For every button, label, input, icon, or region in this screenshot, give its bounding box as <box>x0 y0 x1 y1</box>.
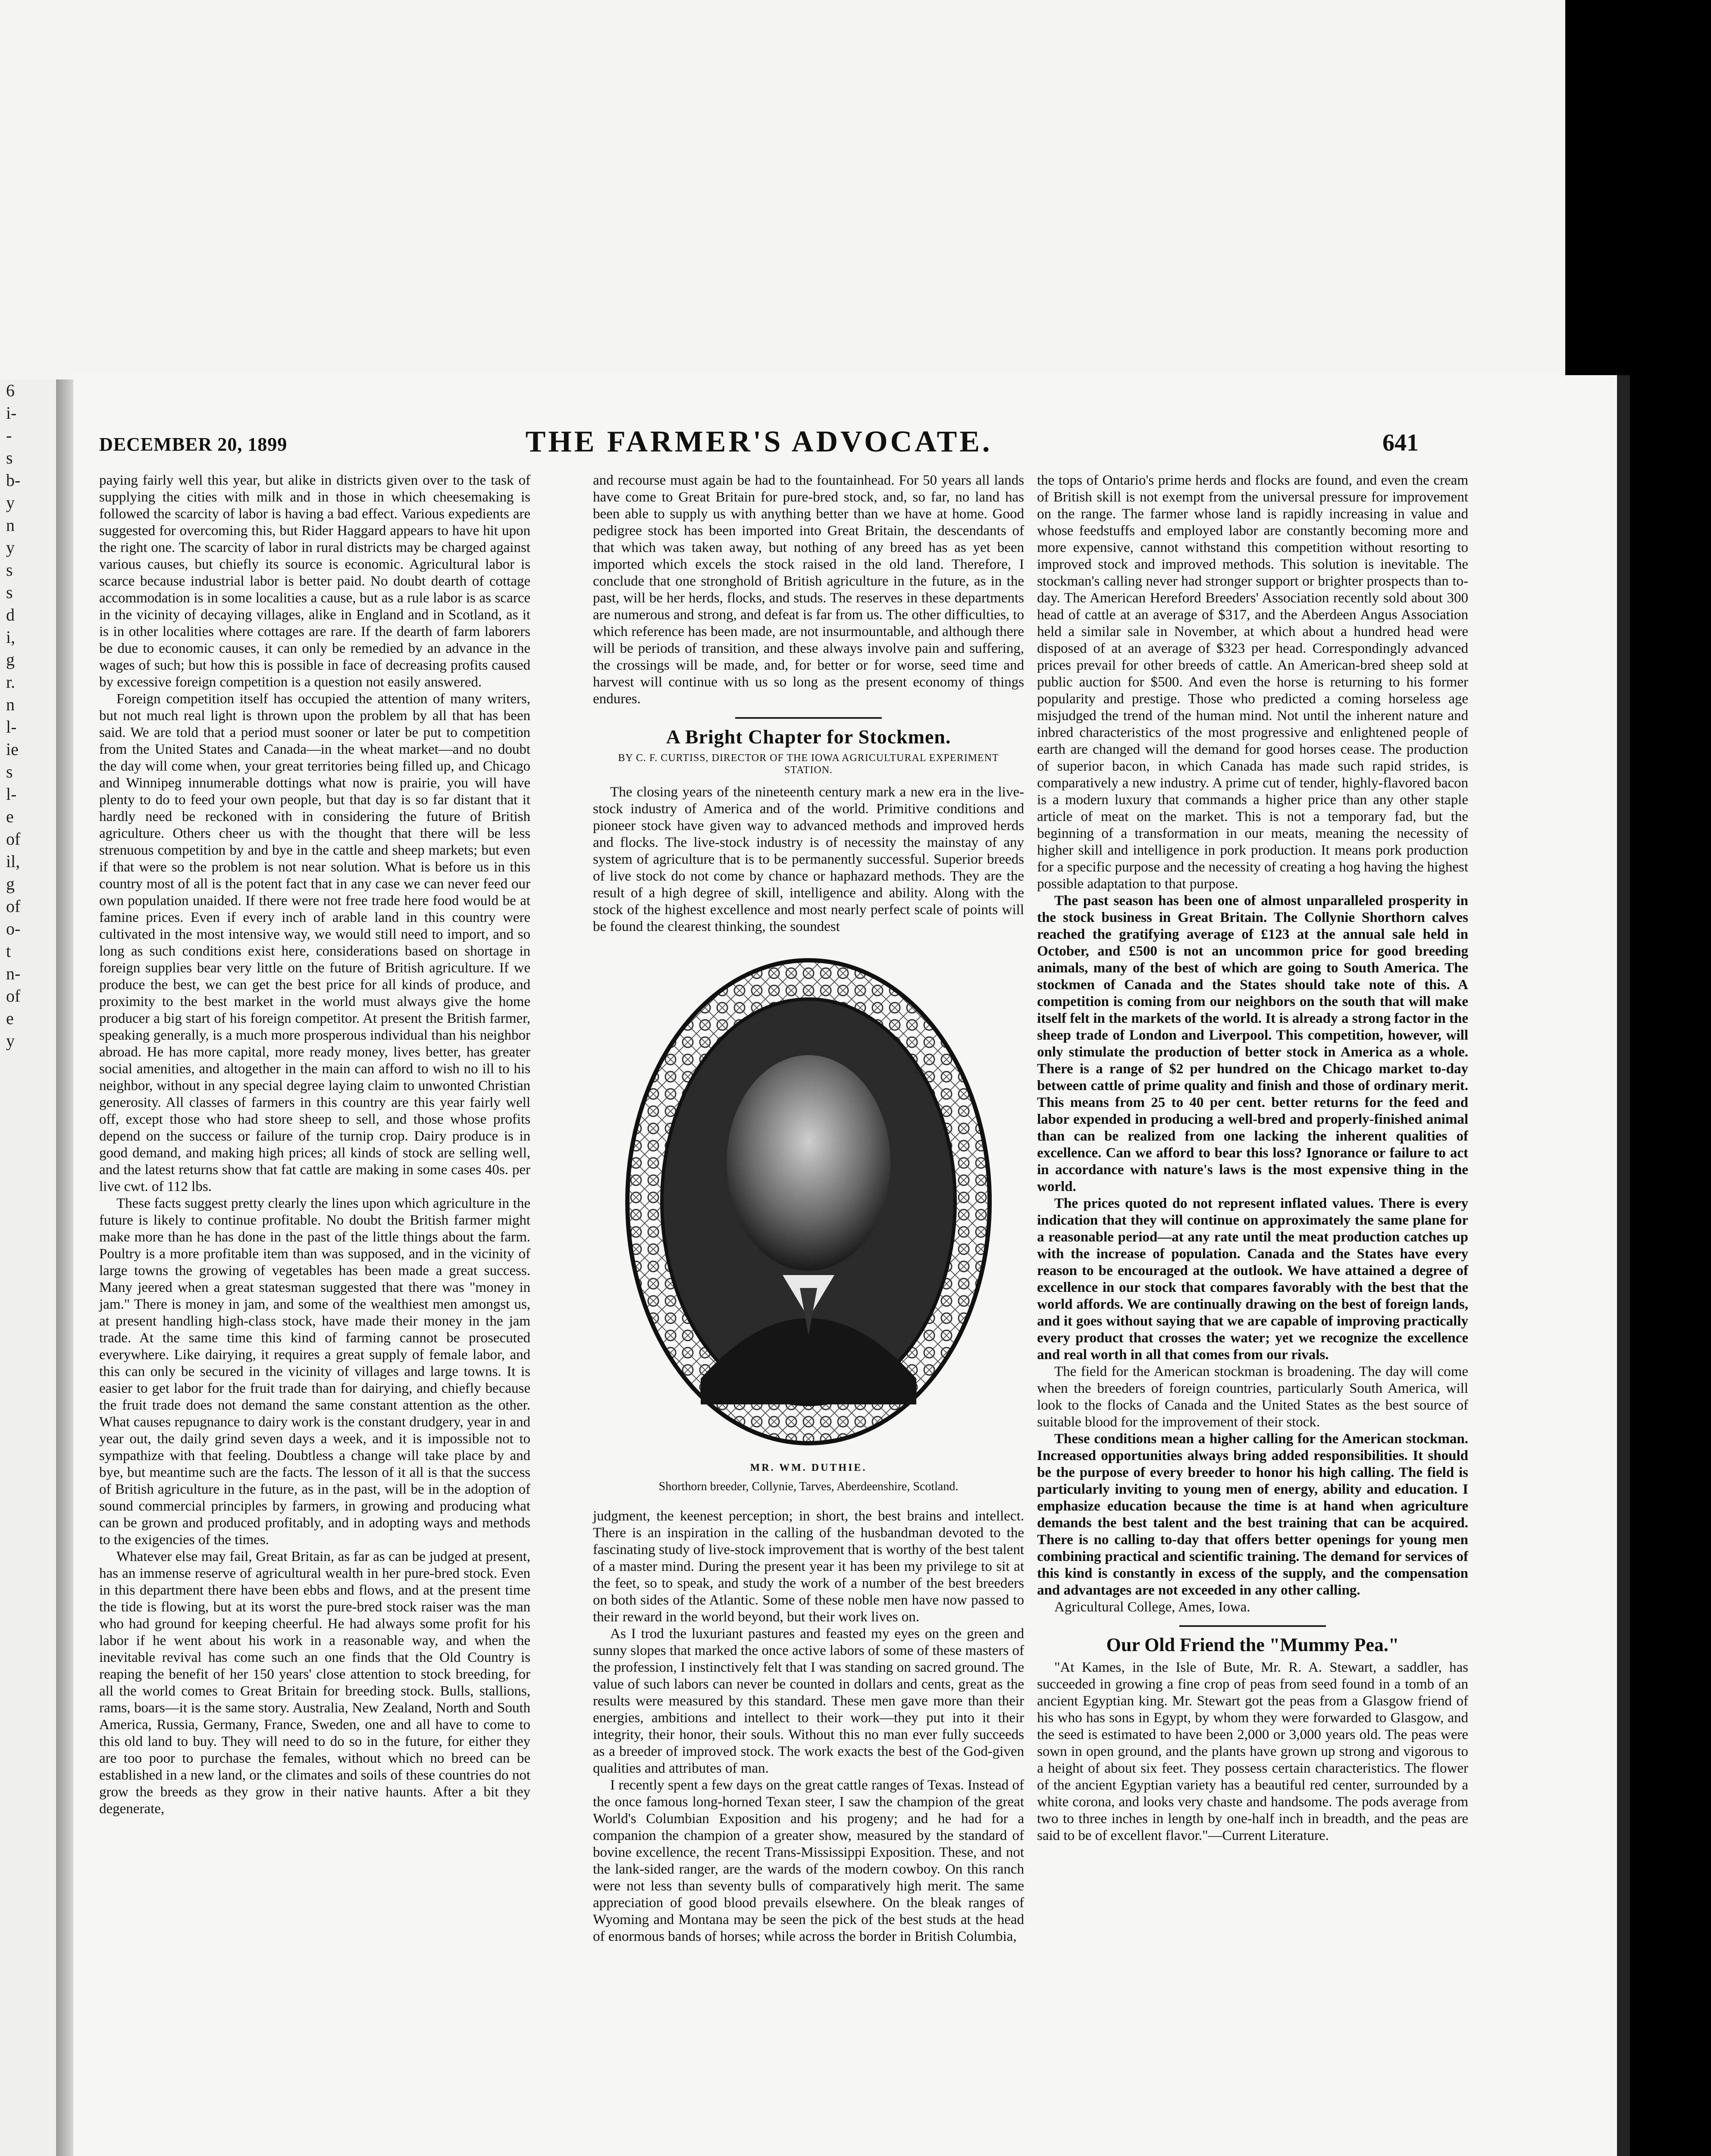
paragraph: The past season has been one of almost unparalleled prosperity in the stock business in Great Britain. The Collynie Shorthorn calves reached the gratifying average of £123 at the annual sale held in October, and £500 is not an uncommon price for good breeding animals, many of the best of which are going to South America. The stockmen of Canada and the States should take note of this. A competition is coming from our neighbors on the south that will make itself felt in the markets of the world. It is already a strong factor in the sheep trade of London and Liverpool. This competition, however, will only stimulate the production of better stock in America as a whole. There is a range of $2 per hundred on the Chicago market to-day between cattle of prime quality and finish and those of ordinary merit. This means from 25 to 40 per cent. better returns for the feed and labor expended in producing a well-bred and properly-finished animal than can be realized from one lacking the inherent qualities of excellence. Can we afford to bear this loss? Ignorance or failure to act in accordance with nature's laws is the most expensive thing in the world. <box>1037 893 1468 1194</box>
paragraph: judgment, the keenest perception; in short, the best brains and intellect. There is an inspiration in the calling of the husbandman devoted to the fascinating study of live-stock improvement that is worthy of the best talent of a master mind. During the present year it has been my privilege to sit at the feet, so to speak, and study the work of a number of the best breeders on both sides of the Atlantic. Some of these noble men have now passed to their reward in the world beyond, but their work lives on. <box>593 1508 1024 1625</box>
left-page-fragment: il, <box>6 852 20 871</box>
left-page-fragment: l- <box>6 784 17 804</box>
paragraph: I recently spent a few days on the great cattle ranges of Texas. Instead of the once famous long-horned Texan steer, I saw the champion of the great World's Columbian Exposition and his progeny; and he had for a companion the champion of a greater show, measured by the standard of bovine excellence, the recent Trans-Mississippi Exposition. These, and not the lank-sided ranger, are the wards of the modern cowboy. On this ranch were not less than seventy bulls of comparatively high merit. The same appreciation of good blood prevails elsewhere. On the bleak ranges of Wyoming and Montana may be seen the pick of the best studs at the head of enormous bands of horses; while across the border in British Columbia, <box>593 1777 1024 1944</box>
left-page-fragment: n <box>6 515 15 535</box>
left-page-fragment: t <box>6 941 11 961</box>
column-1 <box>99 472 530 1818</box>
left-page-fragment: e <box>6 807 14 826</box>
left-page-fragment: g <box>6 874 15 893</box>
left-page-fragment: s <box>6 448 13 467</box>
portrait-illustration <box>593 947 1024 1456</box>
paragraph: paying fairly well this year, but alike in districts given over to the task of supplying the cities with milk and in those in which cheesemaking is followed the scarcity of labor is having a bad effect. Various expedients are suggested for overcoming this, but Rider Haggard appears to have hit upon the right one. The scarcity of labor in rural districts may be charged against various causes, but chiefly its source is economic. Agricultural labor is scarce because industrial labor is better paid. No doubt dearth of cottage accommodation is in some localities a cause, but as a rule labor is as scarce in the vicinity of decaying villages, alike in England and in Scotland, as it is in other localities where cottages are rare. If the dearth of farm laborers be due to economic causes, it can only be remedied by an advance in the wages of such; but how this is possible in face of decreasing profits caused by excessive foreign competition is a question not easily answered. <box>99 473 530 690</box>
left-page-fragment: o- <box>6 919 21 938</box>
column-3 <box>1037 472 1468 1844</box>
left-page-fragment: of <box>6 896 21 916</box>
left-page-fragment: i, <box>6 627 16 647</box>
left-page-fragment: i- <box>6 403 17 423</box>
left-page-fragment: n- <box>6 964 21 983</box>
left-page-fragment: g <box>6 650 15 669</box>
left-page-fragment: - <box>6 426 12 445</box>
article-signoff: Agricultural College, Ames, Iowa. <box>1054 1599 1250 1615</box>
left-page-fragment: y <box>6 493 15 512</box>
paragraph: The prices quoted do not represent inflated values. There is every indication that they will continue on approximately the same plane for a reasonable period—at any rate until the meat production catches up with the increase of population. Canada and the States have every reason to be encouraged at the outlook. We have attained a degree of excellence in our stock that compares favorably with the best that the world affords. We are continually drawing on the best of foreign lands, and it goes without saying that we are capable of improving practically every product that crosses the water; yet we recognize the excellence and real worth in all that comes from our rivals. <box>1037 1196 1468 1363</box>
left-page-fragment: 6 <box>6 381 15 400</box>
paragraph: These conditions mean a higher calling for the American stockman. Increased opportunities always bring added responsibilities. It should be the purpose of every breeder to honor his high calling. The field is particularly inviting to young men of energy, ability and education. I emphasize education because the time is at hand when agriculture demands the best talent and the best training that can be acquired. There is no calling to-day that offers better openings for young men combining practical and scientific training. The demand for services of this kind is constantly in excess of the supply, and the compensation and advantages are not exceeded in any other calling. <box>1037 1431 1468 1598</box>
left-page-fragment: y <box>6 1031 15 1050</box>
paragraph: These facts suggest pretty clearly the lines upon which agriculture in the future is likely to continue profitable. No doubt the British farmer might make more than he has done in the past of the little things about the farm. Poultry is a more profitable item than was supposed, and in the vicinity of large towns the growing of vegetables has been made a great success. Many jeered when a great statesman suggested that there was "money in jam." There is money in jam, and some of the wealthiest men amongst us, at present handling high-class stock, have made their money in the jam trade. At the same time this kind of farming cannot be prosecuted everywhere. Like dairying, it requires a great supply of female labor, and this can only be secured in the vicinity of villages and large towns. It is easier to get labor for the fruit trade than for dairying, and chiefly because the fruit trade does not demand the same constant attention as the other. What causes repugnance to dairy work is the constant drudgery, year in and year out, the daily grind seven days a week, and it is impossible not to sympathize with that feeling. Doubtless a change will take place by and bye, but meantime such are the facts. The lesson of it all is that the success of British agriculture in the future, as in the past, will be in the adoption of sound commercial principles by farmers, in growing and producing what can be grown and produced profitably, and in adopting ways and methods to the exigencies of the times. <box>99 1196 530 1548</box>
page-binding-shadow <box>56 379 73 2156</box>
left-page-fragment: of <box>6 829 21 849</box>
issue-date: DECEMBER 20, 1899 <box>99 434 288 455</box>
section-divider <box>1179 1625 1326 1627</box>
publication-title: THE FARMER'S ADVOCATE. <box>525 425 993 458</box>
left-page-fragment: s <box>6 583 13 602</box>
column-2 <box>593 472 1024 1945</box>
paragraph: The closing years of the nineteenth century mark a new era in the live-stock industry of America and of the world. Primitive conditions and pioneer stock have given way to advanced methods and improved herds and flocks. The live-stock industry is of necessity the mainstay of any system of agriculture that is to be permanently successful. Superior breeds of live stock do not come by chance or haphazard methods. They are the result of a high degree of skill, intelligence and ability. Along with the stock of the highest excellence and most nearly perfect scale of points will be found the clearest thinking, the soundest <box>593 784 1024 934</box>
paragraph: "At Kames, in the Isle of Bute, Mr. R. A. Stewart, a saddler, has succeeded in growing a fine crop of peas from seed found in a tomb of an ancient Egyptian king. Mr. Stewart got the peas from a Glasgow friend of his who has sons in Egypt, by whom they were forwarded to Glasgow, and the seed is estimated to have been 2,000 or 3,000 years old. The peas were sown in open ground, and the plants have grown up strong and vigorous to a height of about six feet. They possess certain characteristics. The flower of the ancient Egyptian variety has a beautiful red center, surrounded by a white corona, and looks very chaste and handsome. The pods average from two to three inches in length by one-half inch in breadth, and the peas are said to be of excellent flavor."—Current Literature. <box>1037 1660 1468 1843</box>
portrait-caption-description: Shorthorn breeder, Collynie, Tarves, Aberdeenshire, Scotland. <box>658 1480 959 1493</box>
left-page-fragment: s <box>6 762 13 781</box>
article-byline: BY C. F. CURTISS, DIRECTOR OF THE IOWA AGRICULTURAL EXPERIMENT STATION. <box>618 752 999 776</box>
left-page-fragment: r. <box>6 672 16 692</box>
paragraph: the tops of Ontario's prime herds and flocks are found, and even the cream of British skill is not exempt from the universal pressure for improvement on the range. The farmer whose land is rapidly increasing in value and whose feedstuffs and employed labor are constantly becoming more and more expensive, cannot withstand this competition without resorting to improved stock and improved methods. This solution is inevitable. The stockman's calling never had stronger support or brighter prospects than to-day. The American Hereford Breeders' Association recently sold about 300 head of cattle at an average of $317, and the Aberdeen Angus Association held a similar sale in November, at which about a hundred head were disposed of at an average of $323 per head. Correspondingly advanced prices prevail for other breeds of cattle. An American-bred sheep sold at public auction for $500. And even the horse is returning to his former popularity and prestige. Those who predicted a coming horseless age misjudged the trend of the human mind. Not until the inherent nature and inbred characteristics of the most progressive and enlightened people of earth are changed will the demand for good horses cease. The production of superior bacon, in which Canada has made such rapid strides, is comparatively a new industry. A prime cut of tender, highly-flavored bacon is a modern luxury that commands a higher price than any other staple article of meat on the market. This is not a temporary fad, but the beginning of a transformation in our meats, meaning the necessity of higher skill and intelligence in pork production. It means pork production for a specific purpose and the necessity of creating a hog having the highest possible adaptation to that purpose. <box>1037 473 1468 892</box>
left-page-fragment: b- <box>6 470 21 490</box>
left-page-fragment: s <box>6 560 13 580</box>
paragraph: and recourse must again be had to the fountainhead. For 50 years all lands have come to Great Britain for pure-bred stock, and, so far, no land has been able to supply us with anything better than we have at home. Good pedigree stock has been imported into Great Britain, the descendants of that which was taken away, but nothing of any breed has as yet been imported which excels the stock raised in the old land. Therefore, I conclude that one stronghold of British agriculture in the future, as in the past, will be her herds, flocks, and studs. The reserves in these departments are numerous and strong, and defeat is far from us. The other difficulties, to which reference has been made, are not insurmountable, and although there will be periods of transition, and these always involve pain and suffering, the crossings will be made, and, for better or for worse, seed time and harvest will continue with us so long as the present economy of things endures. <box>593 473 1024 707</box>
left-page-fragment: e <box>6 1009 14 1028</box>
left-page-fragment: d <box>6 605 15 624</box>
left-page-fragment: n <box>6 695 15 714</box>
left-page-fragment: of <box>6 986 21 1006</box>
article-title: Our Old Friend the "Mummy Pea." <box>1106 1634 1399 1655</box>
left-page-fragment: y <box>6 538 15 557</box>
portrait-caption-name: MR. WM. DUTHIE. <box>750 1462 867 1473</box>
oval-portrait-frame <box>593 947 1024 1456</box>
underlying-page <box>0 0 1565 379</box>
article-title: A Bright Chapter for Stockmen. <box>666 726 951 748</box>
left-page-fragment: ie <box>6 740 19 759</box>
left-page-fragment: l- <box>6 717 17 736</box>
page-header <box>99 425 1419 464</box>
paragraph: As I trod the luxuriant pastures and feasted my eyes on the green and sunny slopes that marked the once active labors of some of these masters of the profession, I instinctively felt that I was standing on sacred ground. The value of such labors can never be counted in dollars and cents, great as the results were measured by this standard. These men gave more than their energies, ambitions and intellect to their work—they put into it their integrity, their honor, their souls. Without this no man ever fully succeeds as a breeder of improved stock. The work exacts the best of the God-given qualities and attributes of man. <box>593 1626 1024 1776</box>
paragraph: Whatever else may fail, Great Britain, as far as can be judged at present, has an immense reserve of agricultural wealth in her pure-bred stock. Even in this department there have been ebbs and flows, and at the present time the tide is flowing, but at its worst the pure-bred stock raiser was the man who had ground for keeping cheerful. He had always some profit for his labor if he went about his work in a reasonable way, and when the inevitable revival has come such an one finds that the Old Country is reaping the benefit of her 150 years' close attention to stock breeding, for all the world comes to Great Britain for breeding stock. Bulls, stallions, rams, boars—it is the same story. Australia, New Zealand, North and South America, Russia, Germany, France, Sweden, one and all have to come to this old land to buy. They will need to do so in the future, for either they are too poor to purchase the females, without which no breed can be established in a new land, or the climates and soils of these countries do not grow the breeds as they grow in their native haunts. After a bit they degenerate, <box>99 1549 530 1817</box>
page-number: 641 <box>1382 429 1419 456</box>
paragraph: The field for the American stockman is broadening. The day will come when the breeders of foreign countries, particularly South America, will look to the flocks of Canada and the United States as the best source of suitable blood for the improvement of their stock. <box>1037 1364 1468 1430</box>
section-divider <box>735 717 882 719</box>
paragraph: Foreign competition itself has occupied the attention of many writers, but not much real light is thrown upon the problem by all that has been said. We are told that a period must sooner or later be put to competition from the United States and Canada—in the wheat market—and no doubt the day will come when, your great territories being filled up, and Chicago and Winnipeg innumerable dottings what now is prairie, you will have plenty to do to feed your own people, but that day is so far distant that it hardly need be reckoned with in considering the future of British agriculture. Others cheer us with the thought that there will be less strenuous competition by and bye in the cattle and sheep markets; but even if that were so the problem is not near solution. What is before us in this country most of all is the potent fact that in any case we can never feed our own population unaided. If there were not free trade here food would be at famine prices. Even if every inch of arable land in this country were cultivated in the most intensive way, we would still need to import, and so long as such conditions exist here, considerations based on shortage in foreign supplies bear very little on the future of British agriculture. If we produce the best, we can get the best price for all kinds of produce, and proximity to the best market in the world must always give the home producer a big start of his foreign competitor. At present the British farmer, speaking generally, is a much more prosperous individual than his neighbor abroad. He has more capital, more ready money, lives better, has greater social amenities, and altogether in the main can afford to wish no ill to his neighbor, without in any special degree laying claim to unwonted Christian generosity. All classes of farmers in this country are this year fairly well off, except those who had store sheep to sell, and those whose profits depend on the success or failure of the turnip crop. Dairy produce is in good demand, and making high prices; all kinds of stock are selling well, and the latest returns show that fat cattle are making in some cases 40s. per live cwt. of 112 lbs. <box>99 691 530 1194</box>
